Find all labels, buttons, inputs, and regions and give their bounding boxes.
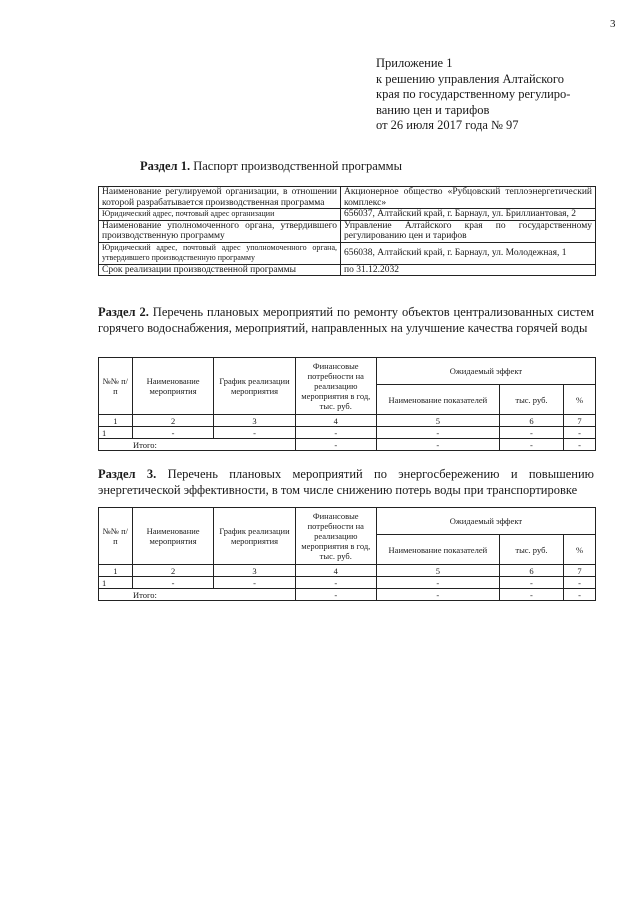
passport-key: Юридический адрес, почтовый адрес организации	[99, 209, 341, 221]
column-number: 3	[214, 565, 295, 577]
column-number: 6	[499, 565, 563, 577]
header-num: №№ п/п	[99, 358, 133, 415]
section2-table	[98, 357, 596, 451]
column-number: 2	[132, 415, 214, 427]
header-schedule: График реализации мероприятия	[214, 358, 295, 415]
passport-value: Акционерное общество «Рубцовский теплоэнергетический комплекс»	[341, 187, 596, 209]
passport-key: Юридический адрес, почтовый адрес уполномоченного органа, утвердившего производственную программу	[99, 242, 341, 264]
appendix-line: к решению управления Алтайского	[376, 71, 564, 86]
header-effect: Ожидаемый эффект	[376, 508, 595, 535]
passport-value: 656037, Алтайский край, г. Барнаул, ул. Бриллиантовая, 2	[341, 209, 596, 221]
column-number: 5	[376, 565, 499, 577]
passport-value: по 31.12.2032	[341, 264, 596, 276]
header-effect: Ожидаемый эффект	[376, 358, 595, 385]
passport-value: 656038, Алтайский край, г. Барнаул, ул. Молодежная, 1	[341, 242, 596, 264]
header-percent: %	[564, 385, 596, 415]
passport-row	[99, 209, 596, 221]
table-cell: 1	[99, 427, 133, 439]
passport-key: Наименование регулируемой организации, в отношении которой разрабатывается производственная программа	[99, 187, 341, 209]
section3-table	[98, 507, 596, 601]
table-cell: -	[214, 577, 295, 589]
section1-title-label: Раздел 1.	[140, 159, 191, 173]
header-indicator: Наименование показателей	[376, 385, 499, 415]
page-number: 3	[610, 18, 616, 30]
total-label: Итого:	[99, 439, 296, 451]
column-number-row	[99, 415, 596, 427]
passport-row	[99, 242, 596, 264]
header-schedule: График реализации мероприятия	[214, 508, 295, 565]
column-number: 1	[99, 415, 133, 427]
header-thousand: тыс. руб.	[499, 385, 563, 415]
table-cell: -	[132, 577, 214, 589]
column-number: 6	[499, 415, 563, 427]
table-cell: -	[295, 577, 376, 589]
header-finance: Финансовые потребности на реализацию мероприятия в год, тыс. руб.	[295, 358, 376, 415]
appendix-line: ванию цен и тарифов	[376, 102, 490, 117]
appendix-header	[376, 56, 616, 134]
table-cell: -	[376, 427, 499, 439]
table-header-row	[99, 358, 596, 385]
header-name: Наименование мероприятия	[132, 508, 214, 565]
column-number: 4	[295, 565, 376, 577]
column-number: 3	[214, 415, 295, 427]
table-cell: -	[564, 427, 596, 439]
total-row	[99, 439, 596, 451]
header-indicator: Наименование показателей	[376, 535, 499, 565]
appendix-line: Приложение 1	[376, 56, 453, 70]
table-cell: -	[499, 427, 563, 439]
table-row	[99, 577, 596, 589]
total-cell: -	[499, 589, 563, 601]
passport-row	[99, 264, 596, 276]
table-cell: -	[132, 427, 214, 439]
header-thousand: тыс. руб.	[499, 535, 563, 565]
table-cell: -	[564, 577, 596, 589]
table-header-row	[99, 508, 596, 535]
total-row	[99, 589, 596, 601]
total-cell: -	[564, 589, 596, 601]
section1-title	[140, 159, 402, 175]
appendix-line: от 26 июля 2017 года № 97	[376, 118, 519, 132]
table-row	[99, 427, 596, 439]
table-cell: 1	[99, 577, 133, 589]
total-cell: -	[376, 439, 499, 451]
header-name: Наименование мероприятия	[132, 358, 214, 415]
section2-title-text: Перечень плановых мероприятий по ремонту объектов централизованных систем горячего водоснабжения, мероприятий, направленных на улучшение качества горячей воды	[98, 305, 594, 335]
column-number: 4	[295, 415, 376, 427]
passport-key: Срок реализации производственной программы	[99, 264, 341, 276]
total-cell: -	[295, 589, 376, 601]
table-cell: -	[214, 427, 295, 439]
table-cell: -	[499, 577, 563, 589]
passport-row	[99, 220, 596, 242]
section2-title	[98, 305, 594, 336]
table-cell: -	[376, 577, 499, 589]
section3-title-text: Перечень плановых мероприятий по энергосбережению и повышению энергетической эффективности, в том числе снижению потерь воды при транспортировке	[98, 467, 594, 497]
section3-title	[98, 467, 594, 498]
column-number: 7	[564, 415, 596, 427]
column-number: 1	[99, 565, 133, 577]
column-number: 7	[564, 565, 596, 577]
total-cell: -	[376, 589, 499, 601]
header-percent: %	[564, 535, 596, 565]
section1-title-text: Паспорт производственной программы	[190, 159, 402, 173]
passport-key: Наименование уполномоченного органа, утвердившего производственную программу	[99, 220, 341, 242]
column-number: 5	[376, 415, 499, 427]
passport-value: Управление Алтайского края по государственному регулированию цен и тарифов	[341, 220, 596, 242]
total-cell: -	[499, 439, 563, 451]
total-cell: -	[295, 439, 376, 451]
total-cell: -	[564, 439, 596, 451]
total-label: Итого:	[99, 589, 296, 601]
header-num: №№ п/п	[99, 508, 133, 565]
appendix-line: края по государственному регулиро-	[376, 87, 571, 101]
column-number: 2	[132, 565, 214, 577]
passport-table	[98, 186, 596, 276]
passport-row	[99, 187, 596, 209]
table-cell: -	[295, 427, 376, 439]
column-number-row	[99, 565, 596, 577]
header-finance: Финансовые потребности на реализацию мероприятия в год, тыс. руб.	[295, 508, 376, 565]
section3-title-label: Раздел 3.	[98, 467, 157, 481]
section2-title-label: Раздел 2.	[98, 305, 149, 319]
